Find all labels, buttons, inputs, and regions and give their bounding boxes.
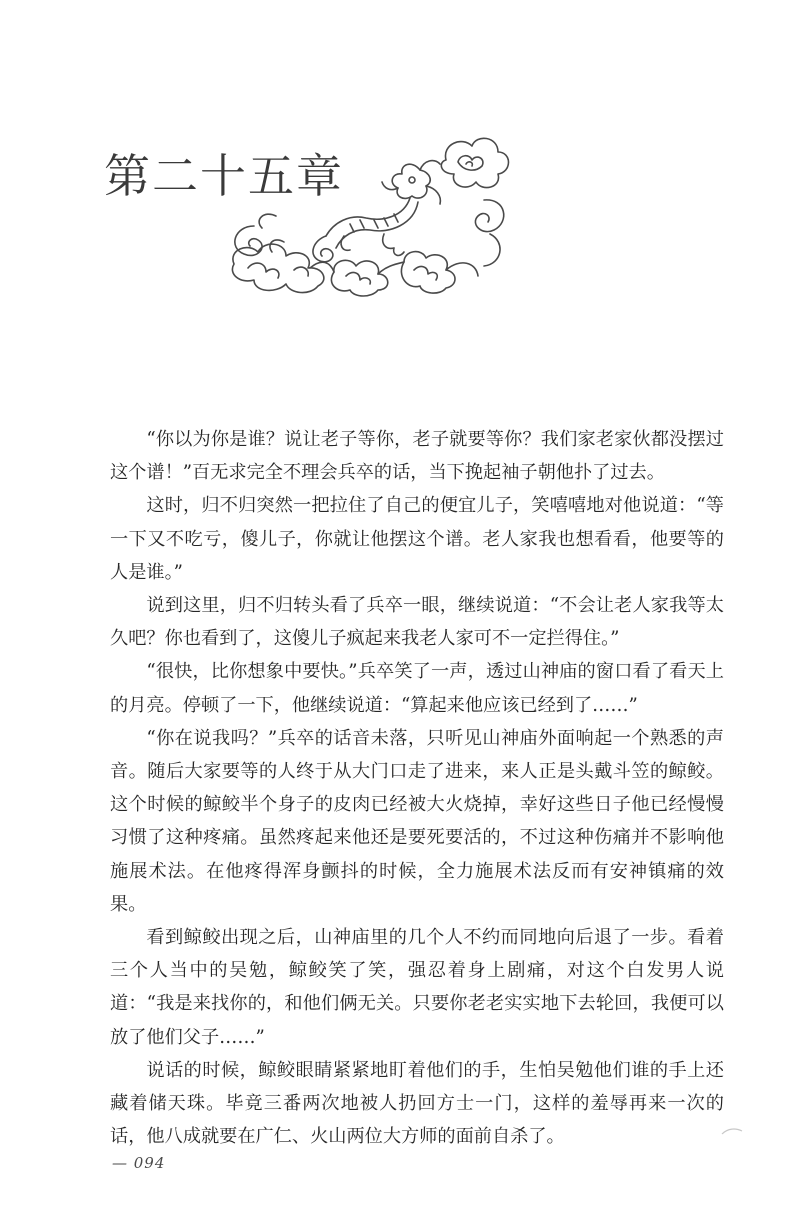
cloud-dragon-ornament-icon [214, 130, 514, 300]
paragraph-2: 这时，归不归突然一把拉住了自己的便宜儿子，笑嘻嘻地对他说道：“等一下又不吃亏，傻儿子，你就让他摆这个谱。老人家我也想看看，他要等的人是谁。” [110, 495, 724, 583]
chapter-title: 第二十五章 [104, 149, 344, 203]
scan-speck-mark [720, 1126, 744, 1136]
paragraph-5: “你在说我吗？”兵卒的话音未落，只听见山神庙外面响起一个熟悉的声音。随后大家要等的人终于从大门口走了进来，来人正是头戴斗笠的鲸鲛。这个时候的鲸鲛半个身子的皮肉已经被大火烧掉，幸好这些日子他已经慢慢习惯了这种疼痛。虽然疼起来他还是要死要活的，不过这种伤痛并不影响他施展术法。在他疼得浑身颤抖的时候，全力施展术法反而有安神镇痛的效果。 [110, 727, 724, 915]
paragraph-3: 说到这里，归不归转头看了兵卒一眼，继续说道：“不会让老人家我等太久吧？你也看到了，这傻儿子疯起来我老人家可不一定拦得住。” [110, 595, 724, 650]
paragraph-1: “你以为你是谁？说让老子等你，老子就要等你？我们家老家伙都没摆过这个谱！”百无求完全不理会兵卒的话，当下挽起袖子朝他扑了过去。 [110, 429, 724, 484]
paragraph-7: 说话的时候，鲸鲛眼睛紧紧地盯着他们的手，生怕吴勉他们谁的手上还藏着储天珠。毕竟三番两次地被人扔回方士一门，这样的羞辱再来一次的话，他八成就要在广仁、火山两位大方师的面前自杀了。 [110, 1059, 724, 1148]
paragraph-6: 看到鲸鲛出现之后，山神庙里的几个人不约而同地向后退了一步。看着三个人当中的吴勉，鲸鲛笑了笑，强忍着身上剧痛，对这个白发男人说道：“我是来找你的，和他们俩无关。只要你老老实实地下去轮回，我便可以放了他们父子……” [110, 927, 724, 1048]
page-number: — 094 [112, 1154, 166, 1172]
paragraph-4: “很快，比你想象中要快。”兵卒笑了一声，透过山神庙的窗口看了看天上的月亮。停顿了一下，他继续说道：“算起来他应该已经到了……” [110, 661, 724, 716]
chapter-body [110, 423, 724, 1153]
chapter-header [104, 130, 534, 300]
